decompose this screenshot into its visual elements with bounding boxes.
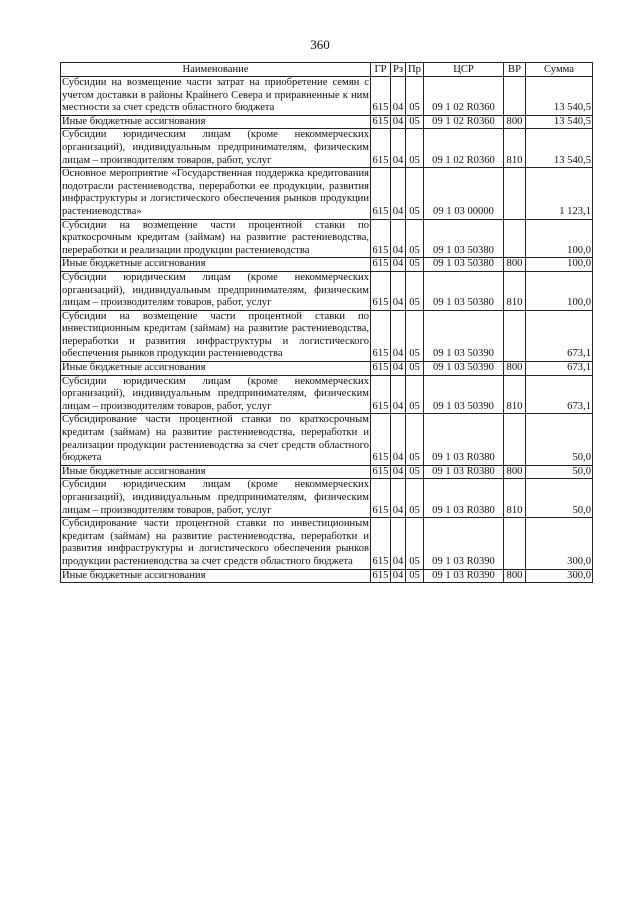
cell-sum: 13 540,5 bbox=[526, 129, 593, 168]
cell-name: Субсидирование части процентной ставки по инвестиционным кредитам (займам) на развитие растениеводства, переработки и развития инфраструктуры и логистического обеспечения рынков продукции растениеводства за счет средств областного бюджета bbox=[61, 518, 371, 569]
cell-name: Иные бюджетные ассигнования bbox=[61, 258, 371, 272]
cell-vr bbox=[504, 168, 526, 219]
cell-rz: 04 bbox=[391, 310, 406, 361]
cell-pr: 05 bbox=[406, 569, 424, 583]
cell-sum: 13 540,5 bbox=[526, 115, 593, 129]
cell-csr: 09 1 03 R0380 bbox=[424, 479, 504, 518]
cell-csr: 09 1 03 50380 bbox=[424, 219, 504, 258]
header-sum: Сумма bbox=[526, 63, 593, 77]
cell-pr: 05 bbox=[406, 219, 424, 258]
cell-csr: 09 1 03 50390 bbox=[424, 362, 504, 376]
cell-name: Иные бюджетные ассигнования bbox=[61, 115, 371, 129]
cell-rz: 04 bbox=[391, 414, 406, 465]
cell-rz: 04 bbox=[391, 115, 406, 129]
cell-sum: 673,1 bbox=[526, 362, 593, 376]
cell-pr: 05 bbox=[406, 375, 424, 414]
cell-name: Субсидии юридическим лицам (кроме некоммерческих организаций), индивидуальным предпринимателям, физическим лицам – производителям товаров, работ, услуг bbox=[61, 129, 371, 168]
cell-sum: 13 540,5 bbox=[526, 77, 593, 116]
header-pr: Пр bbox=[406, 63, 424, 77]
table-row bbox=[61, 129, 593, 168]
cell-pr: 05 bbox=[406, 271, 424, 310]
header-name: Наименование bbox=[61, 63, 371, 77]
cell-vr: 800 bbox=[504, 115, 526, 129]
cell-csr: 09 1 03 50380 bbox=[424, 258, 504, 272]
table-header-row bbox=[61, 63, 593, 77]
cell-vr bbox=[504, 219, 526, 258]
cell-name: Субсидии на возмещение части процентной ставки по краткосрочным кредитам (займам) на развитие растениеводства, переработки и реализации продукции растениеводства bbox=[61, 219, 371, 258]
cell-sum: 673,1 bbox=[526, 375, 593, 414]
header-rz: Рз bbox=[391, 63, 406, 77]
table-row bbox=[61, 518, 593, 569]
cell-name: Субсидии юридическим лицам (кроме некоммерческих организаций), индивидуальным предпринимателям, физическим лицам – производителям товаров, работ, услуг bbox=[61, 479, 371, 518]
cell-name: Субсидии на возмещение части процентной ставки по инвестиционным кредитам (займам) на развитие растениеводства, переработки и развития инфраструктуры и логистического обеспечения рынков продукции растениеводства bbox=[61, 310, 371, 361]
table-row bbox=[61, 258, 593, 272]
cell-name: Иные бюджетные ассигнования bbox=[61, 465, 371, 479]
table-row bbox=[61, 479, 593, 518]
cell-gr: 615 bbox=[371, 479, 391, 518]
table-row bbox=[61, 77, 593, 116]
cell-vr: 810 bbox=[504, 375, 526, 414]
cell-vr: 810 bbox=[504, 271, 526, 310]
cell-rz: 04 bbox=[391, 518, 406, 569]
cell-gr: 615 bbox=[371, 569, 391, 583]
cell-rz: 04 bbox=[391, 168, 406, 219]
table-body bbox=[61, 77, 593, 583]
cell-pr: 05 bbox=[406, 465, 424, 479]
cell-csr: 09 1 02 R0360 bbox=[424, 77, 504, 116]
cell-name: Субсидии юридическим лицам (кроме некоммерческих организаций), индивидуальным предпринимателям, физическим лицам – производителям товаров, работ, услуг bbox=[61, 375, 371, 414]
budget-table bbox=[60, 62, 593, 583]
cell-name: Иные бюджетные ассигнования bbox=[61, 569, 371, 583]
cell-name: Субсидирование части процентной ставки по краткосрочным кредитам (займам) на развитие растениеводства, переработки и реализации продукции растениеводства за счет средств областного бюджета bbox=[61, 414, 371, 465]
cell-gr: 615 bbox=[371, 518, 391, 569]
cell-gr: 615 bbox=[371, 258, 391, 272]
cell-gr: 615 bbox=[371, 115, 391, 129]
cell-pr: 05 bbox=[406, 310, 424, 361]
cell-gr: 615 bbox=[371, 168, 391, 219]
cell-sum: 100,0 bbox=[526, 258, 593, 272]
cell-csr: 09 1 03 R0380 bbox=[424, 414, 504, 465]
cell-gr: 615 bbox=[371, 375, 391, 414]
cell-vr: 810 bbox=[504, 479, 526, 518]
cell-pr: 05 bbox=[406, 168, 424, 219]
cell-csr: 09 1 02 R0360 bbox=[424, 129, 504, 168]
cell-pr: 05 bbox=[406, 414, 424, 465]
table-row bbox=[61, 168, 593, 219]
cell-csr: 09 1 03 00000 bbox=[424, 168, 504, 219]
cell-gr: 615 bbox=[371, 310, 391, 361]
cell-vr: 800 bbox=[504, 465, 526, 479]
cell-csr: 09 1 03 50380 bbox=[424, 271, 504, 310]
cell-gr: 615 bbox=[371, 271, 391, 310]
cell-pr: 05 bbox=[406, 518, 424, 569]
cell-csr: 09 1 03 50390 bbox=[424, 375, 504, 414]
cell-rz: 04 bbox=[391, 219, 406, 258]
cell-csr: 09 1 02 R0360 bbox=[424, 115, 504, 129]
cell-sum: 100,0 bbox=[526, 271, 593, 310]
cell-sum: 300,0 bbox=[526, 518, 593, 569]
cell-csr: 09 1 03 R0380 bbox=[424, 465, 504, 479]
cell-sum: 100,0 bbox=[526, 219, 593, 258]
cell-rz: 04 bbox=[391, 465, 406, 479]
cell-sum: 673,1 bbox=[526, 310, 593, 361]
cell-vr bbox=[504, 518, 526, 569]
cell-sum: 50,0 bbox=[526, 465, 593, 479]
cell-rz: 04 bbox=[391, 479, 406, 518]
cell-vr: 800 bbox=[504, 258, 526, 272]
cell-pr: 05 bbox=[406, 115, 424, 129]
cell-vr: 800 bbox=[504, 362, 526, 376]
cell-gr: 615 bbox=[371, 129, 391, 168]
cell-rz: 04 bbox=[391, 375, 406, 414]
cell-vr: 810 bbox=[504, 129, 526, 168]
table-row bbox=[61, 465, 593, 479]
cell-gr: 615 bbox=[371, 219, 391, 258]
table-row bbox=[61, 414, 593, 465]
cell-sum: 50,0 bbox=[526, 414, 593, 465]
cell-rz: 04 bbox=[391, 569, 406, 583]
cell-rz: 04 bbox=[391, 129, 406, 168]
cell-vr bbox=[504, 414, 526, 465]
header-vr: ВР bbox=[504, 63, 526, 77]
table-row bbox=[61, 271, 593, 310]
cell-vr: 800 bbox=[504, 569, 526, 583]
cell-pr: 05 bbox=[406, 479, 424, 518]
cell-vr bbox=[504, 77, 526, 116]
cell-gr: 615 bbox=[371, 362, 391, 376]
table-row bbox=[61, 362, 593, 376]
cell-sum: 50,0 bbox=[526, 479, 593, 518]
header-csr: ЦСР bbox=[424, 63, 504, 77]
cell-sum: 300,0 bbox=[526, 569, 593, 583]
cell-name: Основное мероприятие «Государственная поддержка кредитования подотрасли растениеводства, переработки ее продукции, развития инфраструктуры и логистического обеспечения рынков продукции растениеводства» bbox=[61, 168, 371, 219]
cell-csr: 09 1 03 R0390 bbox=[424, 518, 504, 569]
table-row bbox=[61, 310, 593, 361]
table-row bbox=[61, 569, 593, 583]
page-number: 360 bbox=[310, 37, 330, 52]
cell-vr bbox=[504, 310, 526, 361]
cell-name: Иные бюджетные ассигнования bbox=[61, 362, 371, 376]
cell-name: Субсидии на возмещение части затрат на приобретение семян с учетом доставки в районы Крайнего Севера и приравненные к ним местности за счет средств областного бюджета bbox=[61, 77, 371, 116]
cell-pr: 05 bbox=[406, 77, 424, 116]
table-row bbox=[61, 219, 593, 258]
cell-rz: 04 bbox=[391, 362, 406, 376]
cell-rz: 04 bbox=[391, 258, 406, 272]
cell-pr: 05 bbox=[406, 362, 424, 376]
table-row bbox=[61, 115, 593, 129]
table-row bbox=[61, 375, 593, 414]
cell-pr: 05 bbox=[406, 258, 424, 272]
cell-gr: 615 bbox=[371, 465, 391, 479]
cell-sum: 1 123,1 bbox=[526, 168, 593, 219]
header-gr: ГР bbox=[371, 63, 391, 77]
cell-rz: 04 bbox=[391, 77, 406, 116]
cell-csr: 09 1 03 R0390 bbox=[424, 569, 504, 583]
cell-csr: 09 1 03 50390 bbox=[424, 310, 504, 361]
cell-name: Субсидии юридическим лицам (кроме некоммерческих организаций), индивидуальным предпринимателям, физическим лицам – производителям товаров, работ, услуг bbox=[61, 271, 371, 310]
cell-gr: 615 bbox=[371, 414, 391, 465]
cell-pr: 05 bbox=[406, 129, 424, 168]
cell-rz: 04 bbox=[391, 271, 406, 310]
cell-gr: 615 bbox=[371, 77, 391, 116]
